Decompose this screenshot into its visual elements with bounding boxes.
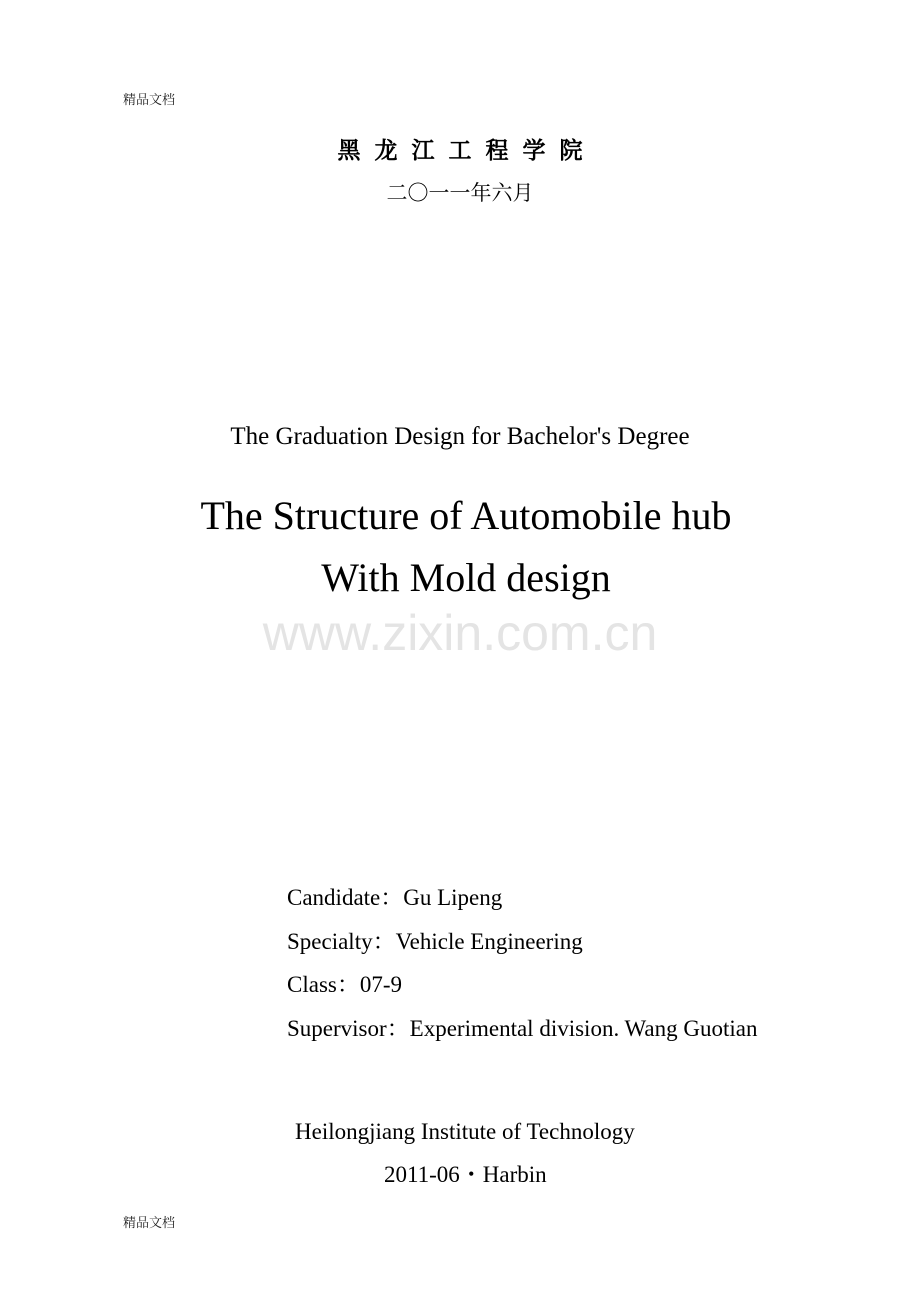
page-footer-mark: 精品文档: [123, 1216, 176, 1231]
supervisor-row: [287, 1007, 757, 1051]
institution-name-english: Heilongjiang Institute of Technology: [295, 1119, 635, 1144]
specialty-value: Vehicle Engineering: [395, 928, 583, 954]
candidate-label: Candidate：: [287, 885, 404, 910]
institution-name-chinese: 黑龙江工程学院: [337, 138, 597, 164]
supervisor-label: Supervisor：: [287, 1015, 410, 1041]
page-header-mark: 精品文档: [123, 93, 176, 108]
degree-subtitle: The Graduation Design for Bachelor's Degree: [230, 423, 690, 450]
class-row: [287, 963, 757, 1007]
candidate-info-block: [287, 876, 757, 1050]
thesis-title-line-2: With Mold design: [321, 555, 611, 600]
specialty-label: Specialty：: [287, 928, 396, 954]
candidate-row: [287, 876, 757, 920]
specialty-row: [287, 920, 757, 964]
class-value: 07-9: [359, 972, 403, 997]
class-label: Class：: [287, 972, 360, 997]
watermark: www.zixin.com.cn: [262, 605, 658, 661]
supervisor-value: Experimental division. Wang Guotian: [409, 1015, 758, 1041]
place-and-date: 2011-06・Harbin: [384, 1162, 547, 1187]
date-chinese: 二〇一一年六月: [386, 181, 534, 205]
candidate-value: Gu Lipeng: [403, 885, 503, 910]
thesis-title-line-1: The Structure of Automobile hub: [200, 493, 732, 538]
